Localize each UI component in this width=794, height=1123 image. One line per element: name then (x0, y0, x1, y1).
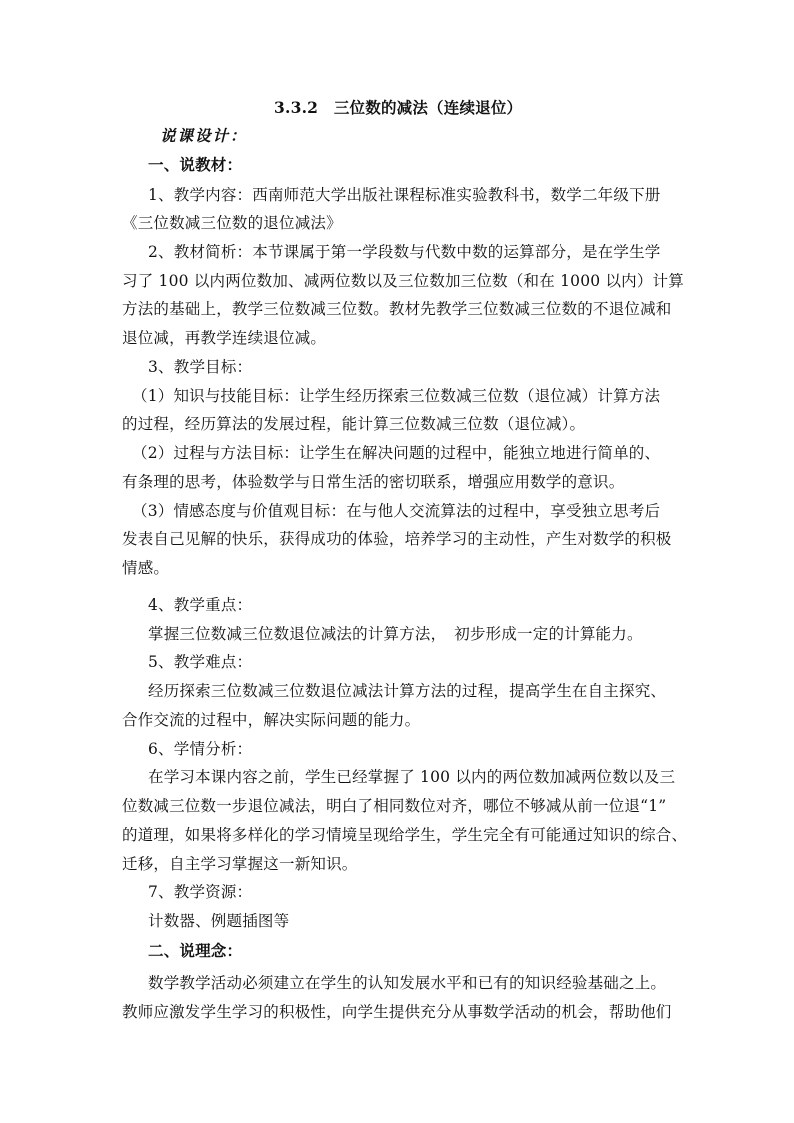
section-label-lesson-design: 说课设计： (160, 126, 248, 145)
paragraph-line: 情感。 (122, 559, 170, 577)
subheading: 3、教学目标： (148, 358, 253, 376)
paragraph-line: 数学教学活动必须建立在学生的认知发展水平和已有的知识经验基础之上。 (148, 974, 667, 992)
paragraph-line: 迁移，自主学习掌握这一新知识。 (122, 855, 358, 873)
subheading: 4、教学重点： (148, 596, 253, 614)
heading-philosophy: 二、说理念： (148, 941, 243, 960)
paragraph-line: 位数减三位数一步退位减法，明白了相同数位对齐，哪位不够减从前一位退“1” (122, 797, 667, 815)
paragraph-line: 发表自己见解的快乐，获得成功的体验，培养学习的主动性，产生对数学的积极 (122, 530, 672, 548)
paragraph-line: 合作交流的过程中，解决实际问题的能力。 (122, 711, 421, 729)
paragraph-line: 退位减，再教学连续退位减。 (122, 329, 327, 347)
paragraph-line: 2、教材简析：本节课属于第一学段数与代数中数的运算部分，是在学生学 (148, 243, 661, 261)
paragraph-line: 在学习本课内容之前，学生已经掌握了 100 以内的两位数加减两位数以及三 (148, 768, 676, 786)
paragraph-line: （3）情感态度与价值观目标：在与他人交流算法的过程中，享受独立思考后 (132, 502, 661, 520)
subheading: 5、教学难点： (148, 653, 253, 671)
paragraph-line: 的过程，经历算法的发展过程，能计算三位数减三位数（退位减）。 (122, 415, 586, 433)
paragraph-line: （1）知识与技能目标：让学生经历探索三位数减三位数（退位减）计算方法 (132, 387, 661, 405)
paragraph-line: 经历探索三位数减三位数退位减法计算方法的过程，提高学生在自主探究、 (148, 682, 667, 700)
paragraph-line: 掌握三位数减三位数退位减法的计算方法， 初步形成一定的计算能力。 (148, 625, 643, 643)
heading-textbook: 一、说教材： (148, 155, 243, 174)
subheading: 7、教学资源： (148, 883, 253, 901)
paragraph-line: 习了 100 以内两位数加、减两位数以及三位数加三位数（和在 1000 以内）计算 (122, 272, 684, 290)
paragraph-line: 教师应激发学生学习的积极性，向学生提供充分从事数学活动的机会，帮助他们 (122, 1003, 672, 1021)
paragraph-line: 方法的基础上，教学三位数减三位数。教材先教学三位数减三位数的不退位减和 (122, 300, 672, 318)
paragraph-line: 《三位数减三位数的退位减法》 (122, 214, 342, 232)
paragraph-line: 有条理的思考，体验数学与日常生活的密切联系，增强应用数学的意识。 (122, 473, 625, 491)
page-title: 3.3.2 三位数的减法（连续退位） (274, 98, 523, 117)
paragraph-line: 计数器、例题插图等 (148, 912, 290, 930)
paragraph-line: 1、教学内容：西南师范大学出版社课程标准实验教科书，数学二年级下册 (148, 186, 661, 204)
paragraph-line: （2）过程与方法目标：让学生在解决问题的过程中，能独立地进行简单的、 (132, 444, 661, 462)
paragraph-line: 的道理，如果将多样化的学习情境呈现给学生，学生完全有可能通过知识的综合、 (122, 826, 688, 844)
subheading: 6、学情分析： (148, 740, 253, 758)
